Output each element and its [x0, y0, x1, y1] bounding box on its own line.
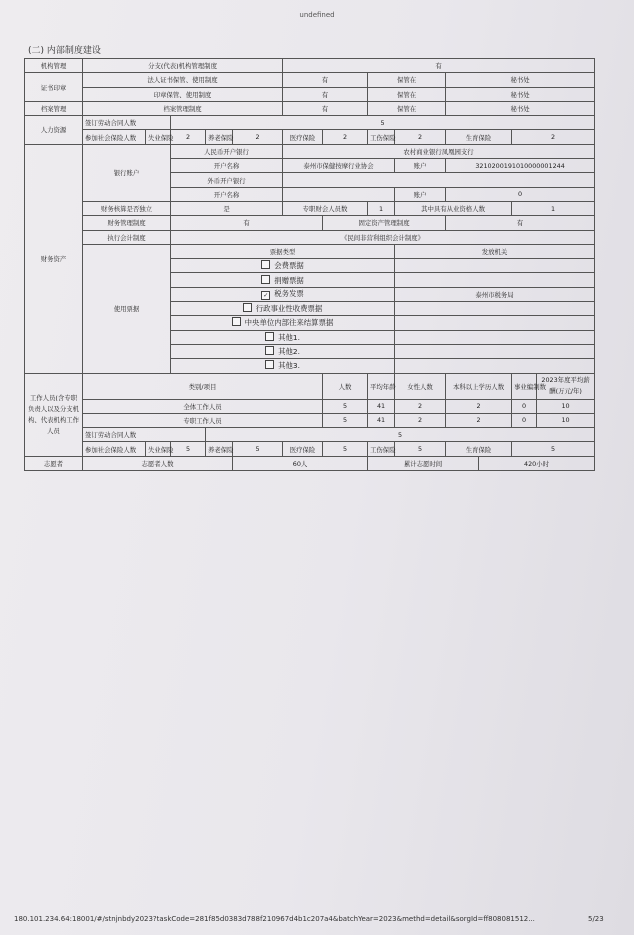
staff-insurance-label: 参加社会保险人数 [83, 442, 146, 456]
staff-cell: 10 [537, 399, 595, 413]
archive-keeper: 秘书处 [446, 101, 595, 115]
staff-header-age: 平均年龄 [368, 373, 395, 399]
bill-type-cell [171, 316, 395, 330]
bill-type-name: 其他2. [278, 347, 300, 357]
internal-system-table [24, 58, 595, 471]
seal-item: 印章保管、使用制度 [83, 87, 283, 101]
staff-row [25, 399, 595, 413]
bill-type-name: 捐赠票据 [274, 275, 304, 285]
bill-issuer: 泰州市税务局 [395, 287, 595, 301]
pension-insurance-label: 养老保险 [206, 442, 233, 456]
bill-issuer [395, 316, 595, 330]
volunteer-label: 志愿者 [25, 456, 83, 470]
accounting-system-row [25, 230, 595, 244]
bill-issuer [395, 330, 595, 344]
bill-type-name: 会费票据 [274, 261, 304, 271]
page-header-label: undefined [299, 11, 335, 19]
seal-keeper-label: 保管在 [368, 87, 446, 101]
finance-mgmt-row [25, 216, 595, 230]
independent-value: 是 [171, 201, 283, 215]
bill-issuer [395, 302, 595, 316]
medical-insurance-label: 医疗保险 [283, 442, 323, 456]
bill-issuer [395, 259, 595, 273]
foreign-bank-value [283, 173, 595, 187]
certificate-label: 证书印章 [25, 73, 83, 102]
certificate-item: 法人证书保管、使用制度 [83, 73, 283, 87]
foreign-account-name-value [283, 187, 395, 201]
staff-header-establishment: 事业编制数 [512, 373, 537, 399]
institution-item: 分支(代表)机构管理制度 [83, 59, 283, 73]
accounting-independence-row [25, 201, 595, 215]
accounting-system-label: 执行会计制度 [83, 230, 171, 244]
unemployment-insurance-value: 5 [171, 442, 206, 456]
foreign-bank-label: 外币开户银行 [171, 173, 283, 187]
volunteer-count-value: 60人 [233, 456, 368, 470]
hr-insurance-row [25, 130, 595, 144]
hr-contract-value: 5 [171, 116, 595, 130]
hr-contract-row [25, 116, 595, 130]
bill-type-name: 税务发票 [274, 289, 304, 299]
bill-type-header: 票据类型 [171, 244, 395, 258]
staff-label: 工作人员(含专职负责人以及分支机构、代表机构工作人员 [25, 373, 83, 456]
staff-cell: 2 [446, 413, 512, 427]
bill-type-cell [171, 287, 395, 301]
accountants-label: 专职财会人员数 [283, 201, 368, 215]
unemployment-insurance-label: 失业保险 [146, 442, 171, 456]
bill-checkbox[interactable] [265, 332, 274, 341]
bill-type-cell [171, 359, 395, 373]
staff-contract-row [25, 428, 595, 442]
staff-cell: 41 [368, 413, 395, 427]
bill-type-name: 行政事业性收费票据 [255, 304, 323, 314]
pension-insurance-value: 2 [233, 130, 283, 144]
bill-type-cell [171, 302, 395, 316]
bill-type-name: 其他3. [278, 361, 300, 371]
qualified-value: 1 [512, 201, 595, 215]
volunteer-time-value: 420小时 [479, 456, 595, 470]
issuer-header: 发放机关 [395, 244, 595, 258]
volunteer-row [25, 456, 595, 470]
hr-label: 人力资源 [25, 116, 83, 145]
staff-row-name: 全体工作人员 [83, 399, 323, 413]
footer-url: 180.101.234.64:18001/#/stnjnbdy2023?taskCode=281f85d0383d788f210967d4b1c207a4&batchYear=2023&methd=detail&sorgId=ff808081512... [14, 915, 535, 923]
injury-insurance-value: 5 [395, 442, 446, 456]
seal-keeper: 秘书处 [446, 87, 595, 101]
bill-type-cell [171, 273, 395, 287]
rmb-bank-row [25, 144, 595, 158]
seal-row [25, 87, 595, 101]
pension-insurance-label: 养老保险 [206, 130, 233, 144]
hr-contract-label: 签订劳动合同人数 [83, 116, 171, 130]
staff-contract-value: 5 [206, 428, 595, 442]
account-name-value: 泰州市保健按摩行业协会 [283, 159, 395, 173]
foreign-account-no-label: 账户 [395, 187, 446, 201]
bill-issuer [395, 273, 595, 287]
bill-checkbox[interactable]: ✓ [263, 292, 269, 300]
bill-issuer [395, 359, 595, 373]
qualified-label: 其中具有从业资格人数 [395, 201, 512, 215]
staff-cell: 41 [368, 399, 395, 413]
bill-type-cell [171, 259, 395, 273]
archive-keeper-label: 保管在 [368, 101, 446, 115]
independent-label: 财务核算是否独立 [83, 201, 171, 215]
medical-insurance-value: 2 [323, 130, 368, 144]
bill-type-name: 其他1. [278, 332, 300, 342]
foreign-account-no-value: 0 [446, 187, 595, 201]
section-title: (二) 内部制度建设 [28, 46, 101, 56]
hr-insurance-label: 参加社会保险人数 [83, 130, 146, 144]
foreign-account-name-label: 开户名称 [171, 187, 283, 201]
staff-header-female: 女性人数 [395, 373, 446, 399]
archive-row [25, 101, 595, 115]
account-no-label: 账户 [395, 159, 446, 173]
injury-insurance-label: 工伤保险 [368, 442, 395, 456]
maternity-insurance-label: 生育保险 [446, 130, 512, 144]
finance-label: 财务资产 [25, 144, 83, 373]
maternity-insurance-label: 生育保险 [446, 442, 512, 456]
fixed-assets-value: 有 [446, 216, 595, 230]
volunteer-time-label: 累计志愿时间 [368, 456, 479, 470]
staff-header-count: 人数 [323, 373, 368, 399]
page-number: 5/23 [588, 915, 604, 923]
institution-label: 机构管理 [25, 59, 83, 73]
account-name-label: 开户名称 [171, 159, 283, 173]
staff-cell: 10 [537, 413, 595, 427]
bank-account-label: 银行账户 [83, 144, 171, 201]
certificate-row [25, 73, 595, 87]
staff-cell: 5 [323, 399, 368, 413]
staff-cell: 2 [395, 413, 446, 427]
staff-row [25, 413, 595, 427]
staff-cell: 0 [512, 413, 537, 427]
staff-category-header: 类别/项目 [83, 373, 323, 399]
injury-insurance-value: 2 [395, 130, 446, 144]
archive-label: 档案管理 [25, 101, 83, 115]
staff-cell: 5 [323, 413, 368, 427]
staff-cell: 0 [512, 399, 537, 413]
unemployment-insurance-value: 2 [171, 130, 206, 144]
injury-insurance-label: 工伤保险 [368, 130, 395, 144]
institution-row [25, 59, 595, 73]
finance-mgmt-label: 财务管理制度 [83, 216, 171, 230]
bill-checkbox[interactable] [265, 360, 274, 369]
staff-header-salary: 2023年度平均薪酬(万元/年) [537, 373, 595, 399]
volunteer-count-label: 志愿者人数 [83, 456, 233, 470]
finance-mgmt-value: 有 [171, 216, 323, 230]
medical-insurance-label: 医疗保险 [283, 130, 323, 144]
bills-label: 使用票据 [83, 244, 171, 373]
staff-header-row [25, 373, 595, 399]
bill-type-cell [171, 330, 395, 344]
staff-insurance-row [25, 442, 595, 456]
maternity-insurance-value: 5 [512, 442, 595, 456]
seal-value: 有 [283, 87, 368, 101]
unemployment-insurance-label: 失业保险 [146, 130, 171, 144]
bill-checkbox[interactable] [243, 303, 252, 312]
pension-insurance-value: 5 [233, 442, 283, 456]
staff-row-name: 专职工作人员 [83, 413, 323, 427]
rmb-bank-label: 人民币开户银行 [171, 144, 283, 158]
bill-checkbox[interactable] [265, 346, 274, 355]
archive-item: 档案管理制度 [83, 101, 283, 115]
medical-insurance-value: 5 [323, 442, 368, 456]
fixed-assets-label: 固定资产管理制度 [323, 216, 446, 230]
bills-header-row [25, 244, 595, 258]
account-no-value: 3210200191010000001244 [446, 159, 595, 173]
bill-checkbox[interactable] [232, 317, 241, 326]
bill-type-cell [171, 344, 395, 358]
bill-issuer [395, 344, 595, 358]
staff-header-degree: 本科以上学历人数 [446, 373, 512, 399]
archive-value: 有 [283, 101, 368, 115]
bill-type-name: 中央单位内部往来结算票据 [244, 318, 334, 328]
certificate-keeper-label: 保管在 [368, 73, 446, 87]
bill-checkbox[interactable] [261, 275, 270, 284]
certificate-keeper: 秘书处 [446, 73, 595, 87]
rmb-bank-value: 农村商业银行凤凰园支行 [283, 144, 595, 158]
accountants-value: 1 [368, 201, 395, 215]
staff-contract-label: 签订劳动合同人数 [83, 428, 206, 442]
certificate-value: 有 [283, 73, 368, 87]
accounting-system-value: 《民间非营利组织会计制度》 [171, 230, 595, 244]
institution-value: 有 [283, 59, 595, 73]
staff-cell: 2 [446, 399, 512, 413]
bill-checkbox[interactable] [261, 260, 270, 269]
maternity-insurance-value: 2 [512, 130, 595, 144]
staff-cell: 2 [395, 399, 446, 413]
